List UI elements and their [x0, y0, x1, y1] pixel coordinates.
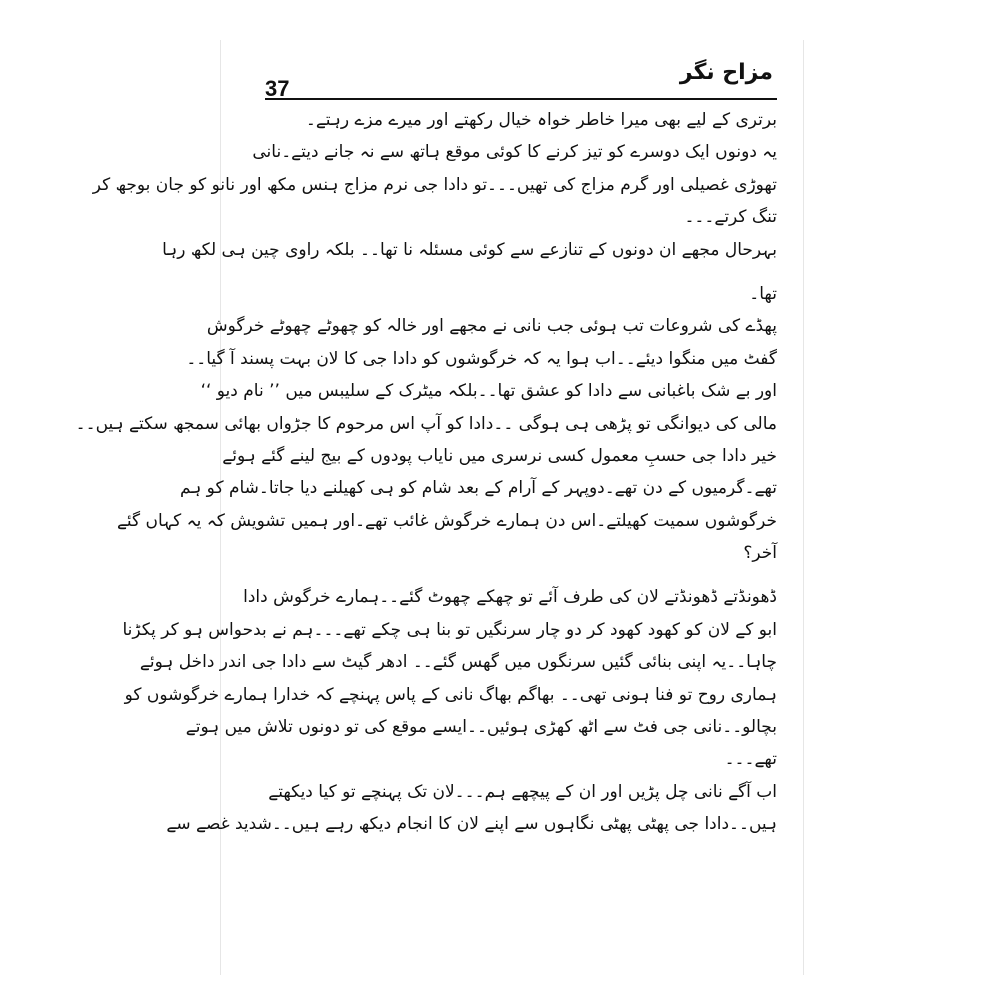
- text-line: پھڈے کی شروعات تب ہوئی جب نانی نے مجھے اور خالہ کو چھوٹے چھوٹے خرگوش: [206, 316, 777, 337]
- text-line: ابو کے لان کو کھود کھود کر دو چار سرنگیں تو بنا ہی چکے تھے۔۔۔ہم نے بدحواس ہو کر پکڑنا: [122, 619, 777, 640]
- text-line: آخر؟: [743, 543, 777, 564]
- running-title: مزاح نگر: [679, 60, 773, 85]
- text-line: برتری کے لیے بھی میرا خاطر خواہ خیال رکھتے اور میرے مزے رہتے۔: [305, 110, 777, 130]
- text-line: تھا۔: [749, 283, 777, 304]
- text-line: خرگوشوں سمیت کھیلتے۔اس دن ہمارے خرگوش غائب تھے۔اور ہمیں تشویش کہ یہ کہاں گئے: [116, 510, 777, 531]
- text-line: بچالو۔۔نانی جی فٹ سے اٹھ کھڑی ہوئیں۔۔ایسے موقع کی تو دونوں تلاش میں ہوتے: [185, 717, 777, 738]
- text-line: تنگ کرتے۔۔۔: [684, 207, 777, 228]
- header-rule: [265, 98, 777, 100]
- text-line: چاہا۔۔یہ اپنی بنائی گئیں سرنگوں میں گھس گئے۔۔ ادھر گیٹ سے دادا جی اندر داخل ہوئے: [139, 652, 777, 673]
- text-line: ہیں۔۔دادا جی پھٹی پھٹی نگاہوں سے اپنے لان کا انجام دیکھ رہے ہیں۔۔شدید غصے سے: [166, 814, 777, 835]
- text-line: مالی کی دیوانگی تو پڑھی ہی ہوگی ۔۔دادا کو آپ اس مرحوم کا جڑواں بھائی سمجھ سکتے ہیں۔۔: [75, 413, 777, 434]
- page-header: [265, 60, 773, 101]
- body-text: [75, 104, 777, 841]
- text-line: اب آگے نانی چل پڑیں اور ان کے پیچھے ہم۔۔۔لان تک پہنچے تو کیا دیکھتے: [268, 781, 777, 802]
- page-number: 37: [265, 76, 290, 101]
- text-line: تھے۔گرمیوں کے دن تھے۔دوپہر کے آرام کے بعد شام کو ہی کھیلنے دیا جاتا۔شام کو ہم: [180, 478, 777, 499]
- text-line: اور بے شک باغبانی سے دادا کو عشق تھا۔۔بلکہ میٹرک کے سلیبس میں ’’ نام دیو ‘‘: [200, 381, 777, 402]
- text-line: ڈھونڈتے ڈھونڈتے لان کی طرف آئے تو چھکے چھوٹ گئے۔۔ہمارے خرگوش دادا: [243, 587, 777, 608]
- text-line: یہ دونوں ایک دوسرے کو تیز کرنے کا کوئی موقع ہاتھ سے نہ جانے دیتے۔نانی: [252, 142, 777, 163]
- text-line: تھوڑی غصیلی اور گرم مزاج کی تھیں۔۔۔تو دادا جی نرم مزاج ہنس مکھ اور نانو کو جان بوجھ کر: [92, 174, 777, 195]
- text-line: خیر دادا جی حسبِ معمول کسی نرسری میں نایاب پودوں کے بیج لینے گئے ہوئے: [222, 445, 777, 466]
- book-page: [75, 40, 804, 975]
- text-line: گفٹ میں منگوا دیئے۔۔اب ہوا یہ کہ خرگوشوں کو دادا جی کا لان بہت پسند آ گیا۔۔: [186, 348, 777, 369]
- text-line: بہرحال مجھے ان دونوں کے تنازعے سے کوئی مسئلہ نا تھا۔۔ بلکہ راوی چین ہی لکھ رہا: [162, 239, 777, 260]
- text-line: تھے۔۔۔: [724, 749, 777, 770]
- text-line: ہماری روح تو فنا ہونی تھی۔۔ بھاگم بھاگ نانی کے پاس پہنچے کہ خدارا ہمارے خرگوشوں کو: [124, 684, 777, 705]
